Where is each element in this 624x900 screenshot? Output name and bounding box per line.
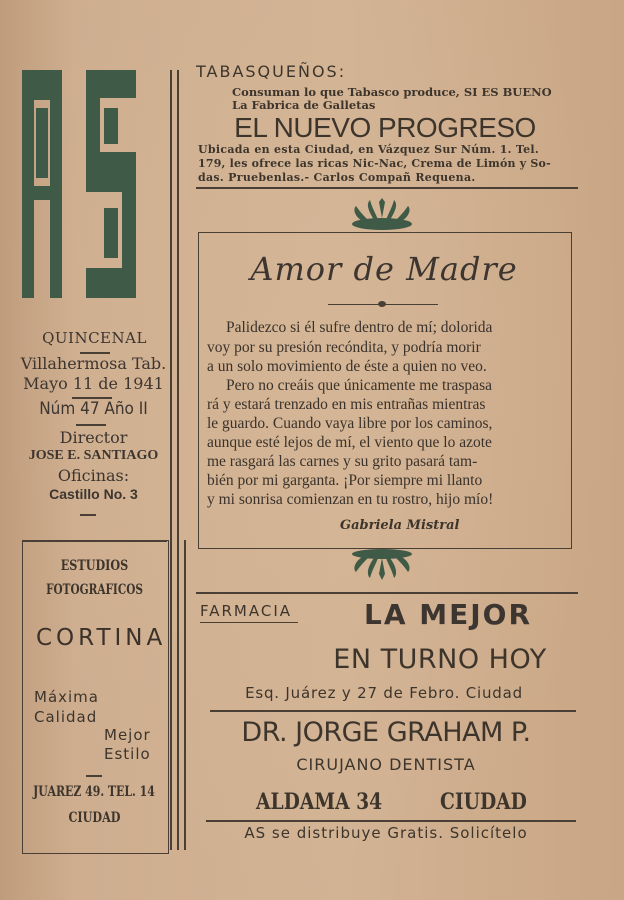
section-divider <box>206 820 576 822</box>
dentist-title: CIRUJANO DENTISTA <box>296 755 476 774</box>
masthead-rule <box>80 514 96 516</box>
poem-line: y mi sonrisa comienzan en tu rostro, hijo mío! <box>207 491 494 508</box>
director-name: JOSE E. SANTIAGO <box>28 448 159 463</box>
footer-note: AS se distribuye Gratis. Solicítelo <box>244 824 528 842</box>
offices-label: Oficinas: <box>57 466 130 485</box>
masthead-rule <box>76 424 106 426</box>
masthead-logo <box>20 68 138 300</box>
poem-line: Pero no creáis que únicamente me traspasa <box>226 377 492 394</box>
poem-author: Gabriela Mistral <box>340 518 460 533</box>
dentist-name: DR. JORGE GRAHAM P. <box>241 717 531 748</box>
farmacia-label: FARMACIA <box>200 602 293 620</box>
director-label: Director <box>59 428 128 447</box>
cortina-brand: CORTINA <box>36 625 167 651</box>
issue-number: Núm 47 Año II <box>39 399 148 419</box>
cortina-line2: FOTOGRAFICOS <box>46 582 143 598</box>
offices-address: Castillo No. 3 <box>49 486 138 502</box>
publication-place: Villahermosa Tab. <box>20 354 167 373</box>
progreso-line2: La Fabrica de Galletas <box>232 98 376 112</box>
poem-line: aunque esté lejos de mí, el viento que lo azote <box>207 434 492 451</box>
poem-line: me rasgará las carnes y su grito pasará tam- <box>207 453 478 470</box>
progreso-line4: 179, les ofrece las ricas Nic-Nac, Crema de Limón y So- <box>198 157 551 170</box>
poem-line: voy por su presión recóndita, y podría morir <box>207 339 481 356</box>
cortina-tag1: Máxima <box>34 688 99 706</box>
poem-title-dot-icon <box>378 301 386 307</box>
cortina-address: JUAREZ 49. TEL. 14 <box>33 784 155 800</box>
cortina-line1: ESTUDIOS <box>60 558 129 574</box>
column-divider <box>184 540 186 850</box>
ornament-icon <box>346 548 418 582</box>
cortina-city: CIUDAD <box>68 810 121 826</box>
farmacia-address: Esq. Juárez y 27 de Febro. Ciudad <box>245 684 523 702</box>
publication-date: Mayo 11 de 1941 <box>23 374 164 393</box>
farmacia-label-rule <box>200 622 298 623</box>
poem-line: a un solo movimiento de éste a quien no veo. <box>207 358 487 375</box>
section-divider <box>196 592 578 594</box>
frequency-label: QUINCENAL <box>42 329 147 347</box>
as-logo-icon <box>20 68 138 300</box>
poem-title: Amor de Madre <box>250 250 518 288</box>
progreso-heading: TABASQUEÑOS: <box>196 62 347 81</box>
progreso-line3: Ubicada en esta Ciudad, en Vázquez Sur Núm. 1. Tel. <box>198 143 540 156</box>
progreso-line1: Consuman lo que Tabasco produce, SI ES BUENO <box>232 85 552 99</box>
poem-line: rá y estará trenzado en mis entrañas mientras <box>207 396 486 413</box>
ornament-icon <box>346 196 418 232</box>
poem-line: Palidezco si él sufre dentro de mí; dolorida <box>226 319 493 336</box>
section-divider <box>210 710 576 712</box>
poem-line: bién por mi garganta. ¡Por siempre mi llanto <box>207 472 483 489</box>
dentist-city: CIUDAD <box>440 789 527 815</box>
farmacia-name: LA MEJOR <box>364 598 533 631</box>
dentist-street: ALDAMA 34 <box>256 789 383 815</box>
cortina-tag3: Mejor <box>104 726 151 744</box>
poem-line: le guardo. Cuando vaya libre por los caminos, <box>207 415 493 432</box>
cortina-tag4: Estilo <box>104 745 151 763</box>
ad-rule <box>86 775 102 777</box>
progreso-line5: das. Pruebenlas.- Carlos Compañ Requena. <box>198 171 476 184</box>
cortina-tag2: Calidad <box>34 708 98 726</box>
farmacia-status: EN TURNO HOY <box>333 644 547 675</box>
ad-divider <box>22 540 167 542</box>
progreso-name: EL NUEVO PROGRESO <box>234 112 536 143</box>
section-divider <box>196 187 578 189</box>
column-divider <box>177 70 179 850</box>
